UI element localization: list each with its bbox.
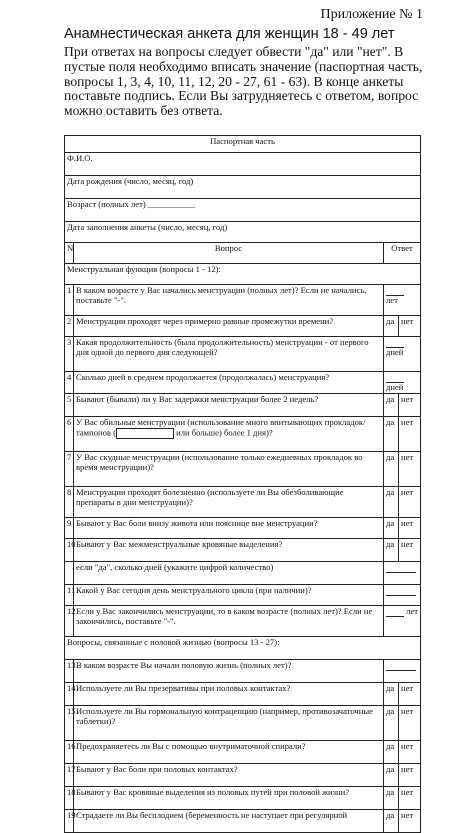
col-question-header: Вопрос (74, 243, 384, 264)
q-num: 18 (65, 787, 74, 810)
birth-date-field[interactable]: Дата рождения (число, месяц, год) (65, 176, 421, 199)
q-text: Бывают (бывали) ли у Вас задержки менструации более 2 недель? (74, 394, 384, 417)
q-num: 15 (65, 706, 74, 741)
answer-days[interactable]: дней (384, 372, 421, 394)
q-text: Если у Вас закончились менструации, то в каком возрасте (полных лет)? Если не закончились, поставьте "-". (74, 606, 384, 637)
q-text: Менструации проходят болезненно (используете ли Вы обезболивающие препараты в дни менструации)? (74, 487, 384, 518)
fill-date-field[interactable]: Дата заполнения анкеты (число, месяц, год) (65, 222, 421, 243)
answer-no[interactable]: нет (399, 539, 421, 562)
instructions: При ответах на вопросы следует обвести "да" или "нет". В пустые поля необходимо вписать значение (паспортная часть, вопросы 1, 3, 4, 10, 11, 12, 20 - 27, 61 - 63). В конце анкеты поставьте подпись. Если Вы затрудняетесь с ответом, вопрос можно оставить без ответа. (64, 44, 423, 119)
answer-yes[interactable]: да (384, 452, 399, 487)
answer-no[interactable]: нет (399, 417, 421, 452)
form-title: Анамнестическая анкета для женщин 18 - 49 лет (64, 26, 395, 42)
q-num: 4 (65, 372, 74, 394)
section-sexual: Вопросы, связанные с половой жизнью (вопросы 13 - 27): (65, 637, 421, 660)
q-num: 11 (65, 585, 74, 606)
answer-no[interactable]: нет (399, 706, 421, 741)
answer-yes[interactable]: да (384, 787, 399, 810)
answer-no[interactable]: нет (399, 741, 421, 764)
answer-yes[interactable]: да (384, 810, 399, 833)
answer-no[interactable]: нет (399, 683, 421, 706)
q-num: 2 (65, 316, 74, 337)
q-text: Используете ли Вы гормональную контрацепцию (например, противозачаточные таблетки)? (74, 706, 384, 741)
section-menstrual: Менструальная функция (вопросы 1 - 12): (65, 264, 421, 285)
q-num: 19 (65, 810, 74, 833)
age-field[interactable]: Возраст (полных лет) ___________ (65, 199, 421, 222)
answer-no[interactable]: нет (399, 316, 421, 337)
answer-yes[interactable]: да (384, 394, 399, 417)
q-num: 8 (65, 487, 74, 518)
q-text: Предохраняетесь ли Вы с помощью внутриматочной спирали? (74, 741, 384, 764)
q-num: 12 (65, 606, 74, 637)
answer-cycle-day[interactable] (384, 585, 421, 606)
col-answer-header: Ответ (384, 243, 421, 264)
answer-yes[interactable]: да (384, 417, 399, 452)
q-text: Какая продолжительность (была продолжительность) менструации - от первого дня одной до первого дня следующей? (74, 337, 384, 372)
q-text: Бывают у Вас межменструальные кровяные выделения? (74, 539, 384, 562)
answer-years[interactable]: лет (384, 285, 421, 316)
answer-days[interactable]: дней (384, 337, 421, 372)
q-text: В каком возрасте Вы начали половую жизнь (полных лет)? (74, 660, 384, 683)
answer-yes[interactable]: да (384, 683, 399, 706)
q-subtext: если "да", сколько дней (укажите цифрой количество) (74, 562, 384, 585)
answer-yes[interactable]: да (384, 518, 399, 539)
answer-yes[interactable]: да (384, 741, 399, 764)
q-num-empty (65, 562, 74, 585)
answer-no[interactable]: нет (399, 787, 421, 810)
q-num: 1 (65, 285, 74, 316)
q-text: В каком возрасте у Вас начались менструации (полных лет)? Если не начались, поставьте "-". (74, 285, 384, 316)
pad-count-box (116, 428, 174, 439)
q-text: Менструации проходят через примерно равные промежутки времени? (74, 316, 384, 337)
q-text: У Вас скудные менструации (использование только ежедневных прокладок во время менструации)? (74, 452, 384, 487)
answer-yes[interactable]: да (384, 539, 399, 562)
q-num: 5 (65, 394, 74, 417)
q-text: У Вас обильные менструации (использование много впитывающих прокладок/тампонов ( или больше) более 1 дня)? (74, 417, 384, 452)
answer-no[interactable]: нет (399, 452, 421, 487)
q-text: Бывают у Вас боли внизу живота или пояснице вне менструации? (74, 518, 384, 539)
answer-no[interactable]: нет (399, 487, 421, 518)
q-text: Используете ли Вы презервативы при половых контактах? (74, 683, 384, 706)
answer-yes[interactable]: да (384, 706, 399, 741)
answer-no[interactable]: нет (399, 394, 421, 417)
q-text: Бывают у Вас боли при половых контактах? (74, 764, 384, 787)
q-text: Страдаете ли Вы бесплодием (беременность не наступает при регулярной (74, 810, 384, 833)
q-num: 14 (65, 683, 74, 706)
answer-yes[interactable]: да (384, 764, 399, 787)
q-num: 16 (65, 741, 74, 764)
questionnaire-table (64, 135, 421, 833)
passport-header: Паспортная часть (65, 136, 421, 153)
answer-yes[interactable]: да (384, 487, 399, 518)
answer-no[interactable]: нет (399, 810, 421, 833)
q-text: Какой у Вас сегодня день менструального цикла (при наличии)? (74, 585, 384, 606)
answer-days-count[interactable] (384, 562, 421, 585)
answer-no[interactable]: нет (399, 764, 421, 787)
q-num: 9 (65, 518, 74, 539)
appendix-label: Приложение № 1 (320, 7, 423, 22)
q-text: Бывают у Вас кровяные выделения из половых путей при половой жизни? (74, 787, 384, 810)
q-text: Сколько дней в среднем продолжается (продолжалась) менструация? (74, 372, 384, 394)
q-num: 3 (65, 337, 74, 372)
q-num: 7 (65, 452, 74, 487)
answer-no[interactable]: нет (399, 518, 421, 539)
fio-field[interactable]: Ф.И.О. (65, 153, 421, 176)
q-num: 17 (65, 764, 74, 787)
q-num: 10 (65, 539, 74, 562)
col-num-header: N (65, 243, 74, 264)
answer-age[interactable] (384, 660, 421, 683)
q-num: 13 (65, 660, 74, 683)
answer-years[interactable]: лет (384, 606, 421, 637)
answer-yes[interactable]: да (384, 316, 399, 337)
q-num: 6 (65, 417, 74, 452)
